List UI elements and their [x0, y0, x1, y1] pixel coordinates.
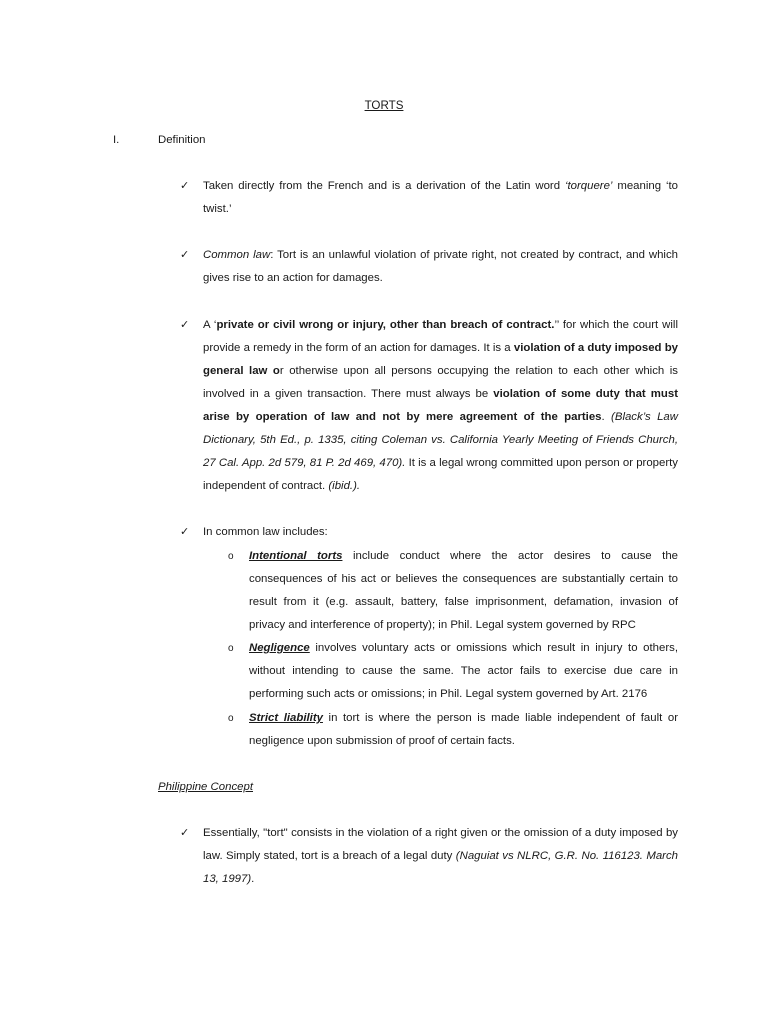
checkmark-icon: ✓: [180, 249, 190, 261]
section-number: I.: [113, 134, 120, 146]
document-title: TORTS: [364, 99, 404, 112]
philippine-concept-heading: Philippine Concept: [158, 781, 253, 793]
bullet-philippine-tort: Essentially, "tort" consists in the violation of a right given or the omission of a duty imposed by law. Simply stated, tort is a breach of a legal duty (Naguiat vs NLRC, G.R. No. 116123. March 13, 1997).: [203, 827, 678, 885]
checkmark-icon: ✓: [180, 827, 190, 839]
checkmark-icon: ✓: [180, 180, 190, 192]
circle-bullet-icon: o: [228, 551, 234, 562]
circle-bullet-icon: o: [228, 713, 234, 724]
bullet-etymology: Taken directly from the French and is a derivation of the Latin word ‘torquere’ meaning ‘to twist.’: [203, 180, 678, 215]
circle-bullet-icon: o: [228, 643, 234, 654]
subbullet-negligence: Negligence involves voluntary acts or omissions which result in injury to others, without intending to cause the same. The actor fails to exercise due care in performing such acts or omissions; in Phil. Legal system governed by Art. 2176: [249, 642, 678, 700]
bullet-common-law-includes: In common law includes:: [203, 526, 328, 538]
bullet-definition-blacks: A ‘private or civil wrong or injury, other than breach of contract.’’ for which the court will provide a remedy in the form of an action for damages. It is a violation of a duty imposed by general law or otherwise upon all persons occupying the relation to each other which is involved in a given transaction. There must always be violation of some duty that must arise by operation of law and not by mere agreement of the parties. (Black’s Law Dictionary, 5th Ed., p. 1335, citing Coleman vs. California Yearly Meeting of Friends Church, 27 Cal. App. 2d 579, 81 P. 2d 469, 470). It is a legal wrong committed upon person or property independent of contract. (ibid.).: [203, 319, 678, 492]
section-title: Definition: [158, 134, 206, 146]
bullet-common-law: Common law: Tort is an unlawful violation of private right, not created by contract, and which gives rise to an action for damages.: [203, 249, 678, 284]
checkmark-icon: ✓: [180, 319, 190, 331]
checkmark-icon: ✓: [180, 526, 190, 538]
subbullet-strict-liability: Strict liability in tort is where the person is made liable independent of fault or negligence upon submission of proof of certain facts.: [249, 712, 678, 747]
subbullet-intentional-torts: Intentional torts include conduct where the actor desires to cause the consequences of his act or believes the consequences are substantially certain to result from it (e.g. assault, battery, false imprisonment, defamation, invasion of privacy and interference of property); in Phil. Legal system governed by RPC: [249, 550, 679, 631]
